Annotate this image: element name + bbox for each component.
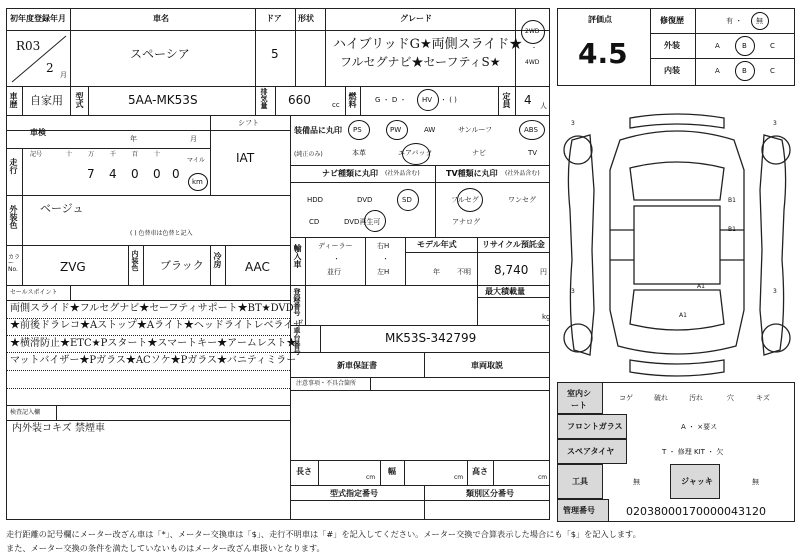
equip-ps: PS [353, 126, 362, 134]
car-name: スペーシア [130, 47, 190, 61]
grade-line1: ハイブリッドG★両側スライド★ [333, 37, 523, 52]
diagram-mark: 3 [773, 120, 777, 127]
exterior-grade-c: C [770, 42, 775, 50]
diagram-mark: A1 [697, 283, 705, 290]
spare-value: T ・ 修理 KIT ・ 欠 [662, 448, 724, 456]
equipment-label: 装備品に丸印 [294, 126, 342, 135]
car-damage-diagram [560, 110, 794, 380]
class-number-label: 類別区分番号 [466, 489, 514, 498]
height-unit: cm [538, 474, 548, 481]
recycle-label: リサイクル預託金 [482, 240, 545, 249]
color-code-label: カラーNo. [8, 254, 21, 273]
digit-label-mile: マイル [187, 157, 205, 164]
tv-oneseg: ワンセグ [508, 196, 536, 204]
navi-dvd: DVD [357, 196, 373, 204]
navi-hdd: HDD [307, 196, 324, 204]
score-value: 4.5 [578, 37, 628, 70]
drive-4wd: 4WD [525, 59, 540, 66]
inspector-label: 検査記入欄 [10, 409, 41, 416]
navi-dvd-play: DVD再生可 [344, 218, 381, 226]
fuel-options: G ・ D ・ [375, 96, 407, 104]
equip-airbag: エアバック [398, 149, 433, 157]
exterior-grade-a: A [715, 42, 720, 50]
interior-grade-a: A [715, 67, 720, 75]
diagram-mark: B1 [728, 226, 736, 233]
exterior-grade-label: 外装 [664, 41, 680, 50]
import-left: 左H [377, 268, 390, 276]
diagram-mark: 3 [773, 288, 777, 295]
diagram-mark: 3 [571, 120, 575, 127]
shift-label: シフト [238, 119, 259, 127]
footer-note-1: 走行距離の記号欄にメーター改ざん車は「*」、メーター交換車は「$」、走行不明車は「#」を記入してください。メーター交換で合算表示した場合にも「$」を記入します。 [6, 529, 641, 539]
seat-item-tear: 破れ [654, 394, 668, 402]
displacement-value: 660 [288, 93, 311, 107]
inspection-year: 年 [130, 135, 137, 143]
color-label: 外装色 [9, 205, 18, 229]
ac-value: AAC [245, 260, 270, 274]
tools-label: 工具 [572, 477, 588, 486]
import-right: 右H [377, 242, 390, 250]
interior-color-value: ブラック [160, 259, 204, 272]
seat-label: 室内シート [567, 389, 591, 410]
repair-options: 有 ・ [726, 17, 743, 25]
tools-value: 無 [633, 478, 640, 486]
mileage-unit: km [192, 178, 203, 186]
length-label: 長さ [296, 467, 312, 476]
color-note: ( ) 色替車は色替と記入 [130, 230, 193, 237]
first-reg-label: 初年度登録年月 [10, 14, 66, 23]
shape-label: 形状 [298, 14, 314, 23]
main-sheet [6, 8, 550, 520]
import-dealer: ディーラー [318, 242, 353, 250]
jack-value: 無 [752, 478, 759, 486]
model-value: 5AA-MK53S [128, 93, 198, 107]
fuel-selected: HV [422, 96, 433, 104]
manual-label: 車両取説 [471, 361, 503, 370]
navi-sd: SD [402, 196, 412, 204]
spare-label: スペアタイヤ [567, 447, 615, 456]
mgmt-value: 02038000170000043120 [626, 505, 766, 518]
footer-note-2: また、メーター交換の条件を満たしていないものはメーター改ざん車扱いとなります。 [6, 543, 325, 553]
mileage-label: 走行 [9, 158, 18, 174]
fuel-paren: ・ ( ) [440, 96, 457, 104]
notes-label: 注意事項・不具合箇所 [296, 380, 357, 387]
recycle-unit: 円 [540, 268, 547, 276]
inspection-label: 車検 [30, 128, 46, 137]
digit-label-1k: 千 [110, 151, 117, 158]
grade-label: グレード [400, 14, 432, 23]
interior-grade-label: 内装 [664, 66, 680, 75]
digit-label-100: 百 [132, 151, 139, 158]
chassis-label: 車台番号 [293, 327, 301, 355]
score-label: 評価点 [588, 15, 612, 24]
equip-pw: PW [390, 126, 402, 134]
width-unit: cm [454, 474, 464, 481]
exterior-grade-b: B [742, 42, 747, 50]
mileage-digit: 7 [87, 167, 95, 181]
glass-value: A ・ ×要ス [681, 423, 718, 431]
repair-selected: 無 [756, 17, 763, 25]
interior-grade-b: B [742, 67, 747, 75]
mileage-digit: 4 [109, 167, 117, 181]
diagram-mark: A1 [679, 312, 687, 319]
model-year-unit: 年 [433, 268, 440, 276]
diagram-mark: B1 [728, 197, 736, 204]
usage-label: 車歴 [9, 92, 18, 108]
color-code-value: ZVG [60, 260, 86, 274]
displacement-label: 排気量 [260, 88, 268, 109]
diagram-mark: 3 [571, 288, 575, 295]
seat-item-hole: 穴 [727, 394, 734, 402]
equip-sunroof: サンルーフ [458, 126, 493, 134]
equipment-sub: (純正のみ) [294, 151, 323, 158]
navi-cd: CD [309, 218, 320, 226]
import-label: 輸入車 [293, 244, 302, 268]
tv-analog: アナログ [452, 218, 480, 226]
recycle-value: 8,740 [494, 263, 529, 277]
equip-abs: ABS [524, 126, 538, 134]
digit-label-10k: 万 [88, 151, 95, 158]
shift-value: IAT [236, 151, 255, 165]
seat-item-stain: 汚れ [689, 394, 703, 402]
digit-label-100k: 十 [66, 151, 73, 158]
equip-aw: AW [424, 126, 436, 134]
model-label: 型式 [75, 92, 84, 108]
jack-label: ジャッキ [681, 477, 713, 486]
max-load-unit: kg [542, 313, 551, 321]
color-value: ベージュ [40, 202, 84, 215]
navi-label: ナビ種類に丸印 [322, 169, 378, 178]
door-value: 5 [271, 47, 279, 61]
max-load-label: 最大積載量 [485, 287, 525, 296]
warranty-label: 新車保証書 [337, 361, 377, 370]
fuel-label: 燃料 [348, 92, 357, 108]
import-dot: ・ [382, 255, 389, 263]
chassis-value: MK53S-342799 [385, 331, 477, 345]
name-label: 車名 [153, 14, 169, 23]
month-unit: 月 [60, 71, 67, 79]
tv-fullseg: フルセグ [451, 196, 479, 204]
drive-2wd: 2WD [525, 28, 540, 35]
sales-line: ★前後ドラレコ★Aストップ★Aライト★ヘッドライトレベライザ [10, 320, 304, 331]
equip-leather: 本革 [352, 149, 366, 157]
length-unit: cm [366, 474, 376, 481]
import-parallel: 並行 [327, 268, 341, 276]
mgmt-label: 管理番号 [563, 506, 595, 515]
seat-item-scratch: キズ [756, 394, 770, 402]
capacity-value: 4 [524, 93, 532, 107]
first-reg-month: 2 [46, 61, 54, 75]
sales-line: ★横滑防止★ETC★Pスタート★スマートキー★アームレスト★ [10, 338, 297, 349]
capacity-label: 定員 [502, 92, 511, 108]
interior-grade-c: C [770, 67, 775, 75]
equip-navi: ナビ [472, 149, 486, 157]
interior-color-label: 内装色 [131, 250, 139, 271]
inspector-value: 内外装コキズ 禁煙車 [12, 423, 105, 434]
width-label: 幅 [388, 467, 396, 476]
seat-item-burn: コゲ [619, 394, 633, 402]
reg-label: 登録番号 [293, 288, 301, 316]
navi-sub: (社外品含む) [385, 170, 420, 177]
tv-sub: (社外品含む) [505, 170, 540, 177]
sales-line: 両側スライド★フルセグナビ★セーフティサポート★BT★DVD [10, 303, 294, 314]
model-year-unknown: 不明 [457, 268, 471, 276]
sales-line: マットバイザー★Pガラス★ACソケ★Pガラス★バニティミラー [10, 355, 297, 366]
import-dot: ・ [333, 255, 340, 263]
mileage-digit: 0 [131, 167, 139, 181]
first-reg-era: R03 [16, 39, 41, 53]
equip-tv: TV [528, 149, 538, 157]
drive-dot: ・ [531, 45, 538, 52]
digit-label-10: 十 [154, 151, 161, 158]
mileage-digit: 0 [153, 167, 161, 181]
ac-label: 冷房 [213, 252, 222, 268]
height-label: 高さ [472, 467, 488, 476]
type-number-label: 型式指定番号 [330, 489, 378, 498]
door-label: ドア [266, 14, 282, 23]
capacity-unit: 人 [540, 102, 547, 110]
tv-label: TV種類に丸印 [446, 169, 498, 178]
repair-label: 修復歴 [660, 16, 684, 25]
inspection-month: 月 [190, 135, 197, 143]
digit-label-symbol: 記号 [30, 151, 43, 158]
mileage-digit: 0 [172, 167, 180, 181]
model-year-label: モデル年式 [417, 240, 457, 249]
usage-value: 自家用 [30, 94, 63, 107]
grade-line2: フルセグナビ★セーフティS★ [340, 55, 501, 69]
sales-label: セールスポイント [10, 289, 58, 296]
glass-label: フロントガラス [567, 422, 623, 431]
displacement-unit: cc [332, 101, 340, 109]
